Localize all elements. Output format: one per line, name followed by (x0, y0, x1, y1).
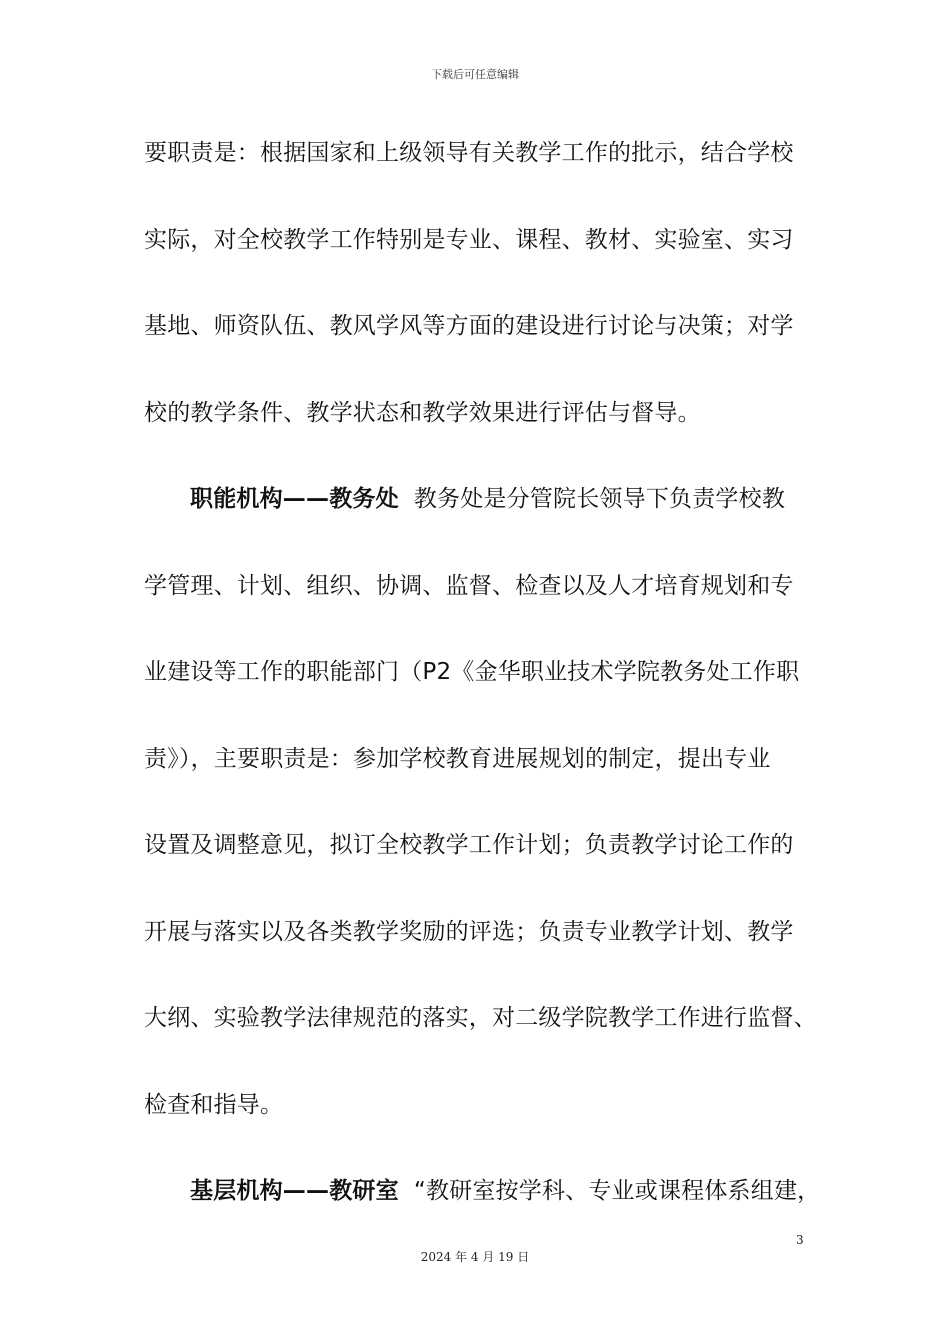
section-heading: 职能机构——教务处 (190, 486, 399, 512)
line-text: 业建设等工作的职能部门（P2《金华职业技术学院教务处工作职 (144, 659, 800, 685)
text-line (144, 820, 824, 907)
line-text: 开展与落实以及各类教学奖励的评选；负责专业教学计划、教学 (144, 918, 794, 945)
text-line (144, 561, 824, 648)
line-text: 教务处是分管院长领导下负责学校教 (398, 486, 786, 512)
paragraph-start-line (144, 1166, 824, 1253)
line-text: 设置及调整意见，拟订全校教学工作计划；负责教学讨论工作的 (144, 832, 794, 858)
line-text: 学管理、计划、组织、协调、监督、检查以及人才培育规划和专 (144, 572, 794, 599)
text-line (144, 647, 824, 734)
line-text: 检查和指导。 (144, 1091, 284, 1118)
line-text: 实际，对全校教学工作特别是专业、课程、教材、实验室、实习 (144, 226, 794, 253)
section-heading: 基层机构——教研室 (190, 1178, 399, 1204)
line-text: 大纲、实验教学法律规范的落实，对二级学院教学工作进行监督、 (144, 1005, 817, 1031)
text-line (144, 734, 824, 821)
page-number: 3 (796, 1233, 804, 1247)
text-line (144, 388, 824, 475)
line-text: “教研室按学科、专业或课程体系组建， (398, 1178, 821, 1204)
page-header: 下载后可任意编辑 (431, 68, 519, 81)
text-line (144, 301, 824, 388)
text-line (144, 907, 824, 994)
line-text: 要职责是：根据国家和上级领导有关教学工作的批示，结合学校 (144, 140, 794, 166)
paragraph-start-line (144, 474, 824, 561)
line-text: 校的教学条件、教学状态和教学效果进行评估与督导。 (144, 399, 701, 426)
document-body (144, 128, 824, 1253)
line-text: 基地、师资队伍、教风学风等方面的建设进行讨论与决策；对学 (144, 313, 794, 339)
text-line (144, 993, 824, 1080)
page-footer-date: 2024 年 4 月 19 日 (420, 1250, 530, 1264)
text-line (144, 215, 824, 302)
text-line (144, 1080, 824, 1167)
line-text: 责》），主要职责是：参加学校教育进展规划的制定，提出专业 (144, 745, 771, 772)
text-line (144, 128, 824, 215)
